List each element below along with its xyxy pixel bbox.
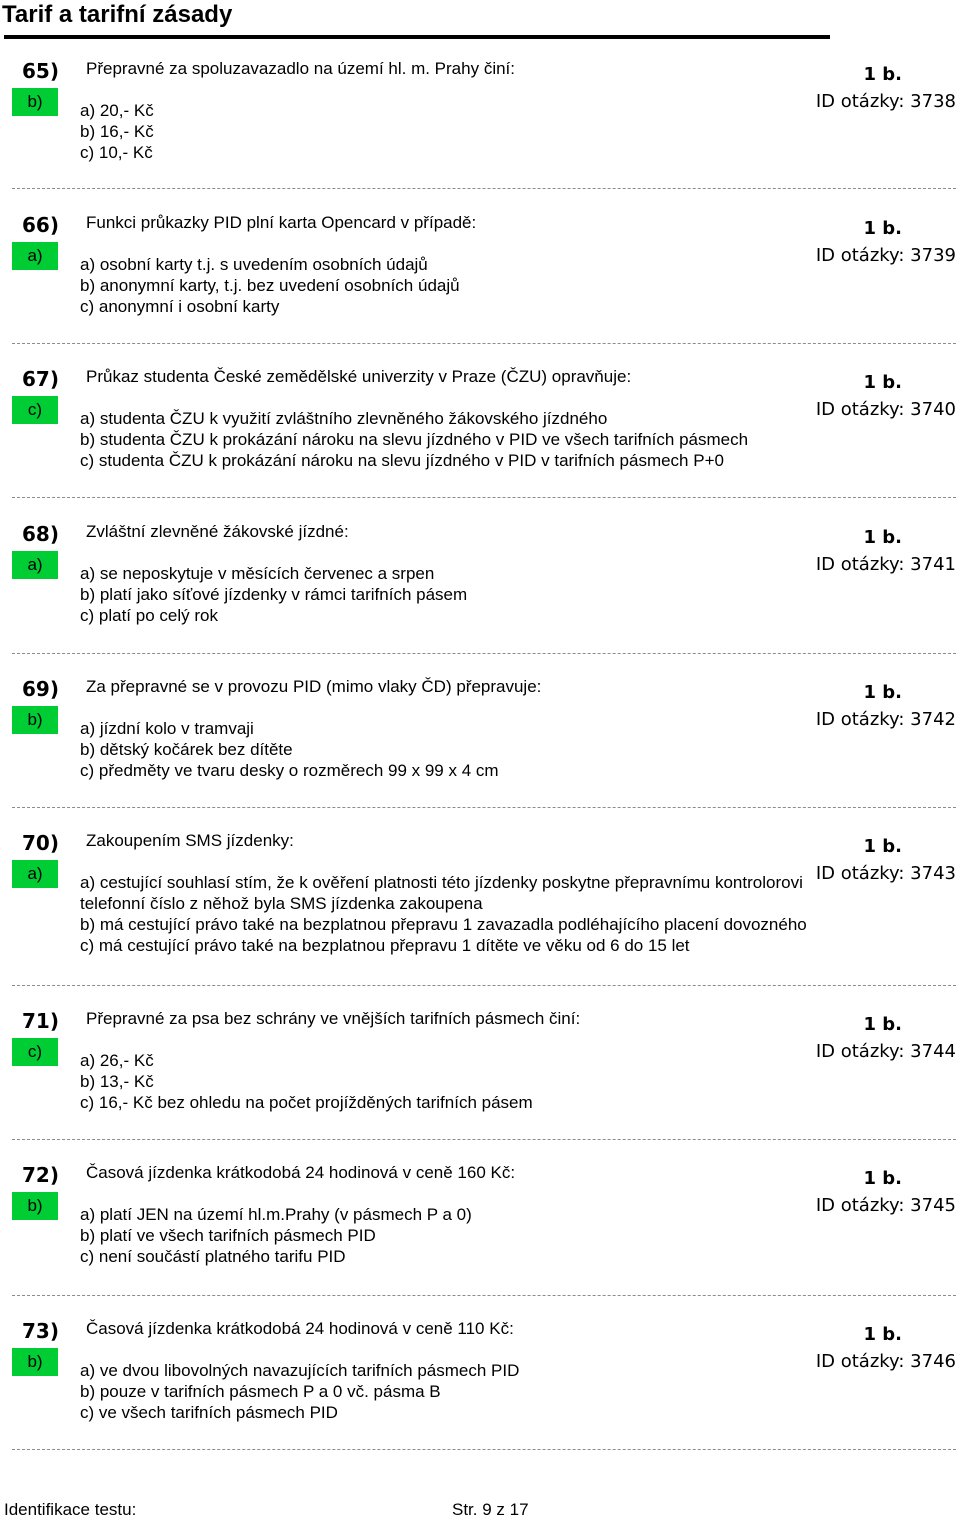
question-number: 70) bbox=[22, 831, 59, 855]
answer-option: a) ve dvou libovolných navazujících tarifních pásmech PID bbox=[80, 1361, 520, 1380]
answer-options bbox=[80, 563, 467, 626]
question-text: Přepravné za psa bez schrány ve vnějších tarifních pásmech činí: bbox=[86, 1009, 581, 1028]
question-divider bbox=[12, 1139, 956, 1140]
question-text: Za přepravné se v provozu PID (mimo vlaky ČD) přepravuje: bbox=[86, 677, 542, 696]
question-id: ID otázky: 3738 bbox=[815, 91, 956, 112]
answer-option: b) platí jako síťové jízdenky v rámci tarifních pásem bbox=[80, 585, 468, 604]
answer-option: b) pouze v tarifních pásmech P a 0 vč. pásma B bbox=[80, 1382, 441, 1401]
answer-option: a) jízdní kolo v tramvaji bbox=[80, 719, 254, 738]
correct-answer-badge: b) bbox=[12, 1348, 58, 1376]
answer-options bbox=[80, 1204, 472, 1267]
correct-answer-badge: c) bbox=[12, 396, 58, 424]
question-id: ID otázky: 3743 bbox=[815, 863, 956, 884]
answer-option: b) dětský kočárek bez dítěte bbox=[80, 740, 293, 759]
question-text: Časová jízdenka krátkodobá 24 hodinová v ceně 110 Kč: bbox=[86, 1319, 514, 1338]
answer-option: c) studenta ČZU k prokázání nároku na slevu jízdného v PID v tarifních pásmech P+0 bbox=[80, 451, 724, 470]
question-id: ID otázky: 3740 bbox=[815, 399, 956, 420]
question-number: 71) bbox=[22, 1009, 59, 1033]
answer-options bbox=[80, 872, 807, 956]
question-points: 1 b. bbox=[863, 218, 902, 239]
correct-answer-badge: b) bbox=[12, 706, 58, 734]
answer-options bbox=[80, 1360, 519, 1423]
question-divider bbox=[12, 1449, 956, 1450]
correct-answer-badge: a) bbox=[12, 551, 58, 579]
title-rule bbox=[4, 35, 830, 39]
question-points: 1 b. bbox=[863, 372, 902, 393]
answer-option: a) 26,- Kč bbox=[80, 1051, 154, 1070]
answer-option: c) není součástí platného tarifu PID bbox=[80, 1247, 346, 1266]
question-text: Průkaz studenta České zemědělské univerzity v Praze (ČZU) opravňuje: bbox=[86, 367, 632, 386]
answer-option: b) 16,- Kč bbox=[80, 122, 154, 141]
question-divider bbox=[12, 985, 956, 986]
answer-option: a) studenta ČZU k využití zvláštního zlevněného žákovského jízdného bbox=[80, 409, 608, 428]
answer-option: c) anonymní i osobní karty bbox=[80, 297, 280, 316]
answer-option: b) 13,- Kč bbox=[80, 1072, 154, 1091]
answer-option: c) 16,- Kč bez ohledu na počet projížděných tarifních pásem bbox=[80, 1093, 533, 1112]
answer-options bbox=[80, 408, 748, 471]
answer-option: a) osobní karty t.j. s uvedením osobních údajů bbox=[80, 255, 428, 274]
question-number: 73) bbox=[22, 1319, 59, 1343]
page-title: Tarif a tarifní zásady bbox=[2, 1, 233, 28]
question-text: Zvláštní zlevněné žákovské jízdné: bbox=[86, 522, 349, 541]
answer-option: a) se neposkytuje v měsících červenec a srpen bbox=[80, 564, 435, 583]
answer-option: c) předměty ve tvaru desky o rozměrech 99 x 99 x 4 cm bbox=[80, 761, 499, 780]
answer-options bbox=[80, 254, 460, 317]
question-id: ID otázky: 3742 bbox=[815, 709, 956, 730]
answer-option: c) má cestující právo také na bezplatnou přepravu 1 dítěte ve věku od 6 do 15 let bbox=[80, 936, 690, 955]
answer-option: b) anonymní karty, t.j. bez uvedení osobních údajů bbox=[80, 276, 460, 295]
question-divider bbox=[12, 343, 956, 344]
question-id: ID otázky: 3746 bbox=[815, 1351, 956, 1372]
question-points: 1 b. bbox=[863, 64, 902, 85]
question-id: ID otázky: 3744 bbox=[815, 1041, 956, 1062]
answer-option: b) má cestující právo také na bezplatnou přepravu 1 zavazadla podléhajícího placení dovozného bbox=[80, 915, 807, 934]
question-number: 69) bbox=[22, 677, 59, 701]
correct-answer-badge: a) bbox=[12, 860, 58, 888]
question-divider bbox=[12, 807, 956, 808]
answer-options bbox=[80, 1050, 533, 1113]
answer-option: telefonní číslo z něhož byla SMS jízdenka zakoupena bbox=[80, 894, 483, 913]
correct-answer-badge: c) bbox=[12, 1038, 58, 1066]
question-points: 1 b. bbox=[863, 1168, 902, 1189]
correct-answer-badge: b) bbox=[12, 88, 58, 116]
question-text: Časová jízdenka krátkodobá 24 hodinová v ceně 160 Kč: bbox=[86, 1163, 516, 1182]
answer-option: b) platí ve všech tarifních pásmech PID bbox=[80, 1226, 376, 1245]
question-number: 72) bbox=[22, 1163, 59, 1187]
answer-option: c) platí po celý rok bbox=[80, 606, 218, 625]
answer-option: a) cestující souhlasí stím, že k ověření platnosti této jízdenky poskytne přepravnímu kontrolorovi bbox=[80, 873, 803, 892]
question-text: Zakoupením SMS jízdenky: bbox=[86, 831, 294, 850]
answer-option: c) ve všech tarifních pásmech PID bbox=[80, 1403, 338, 1422]
question-number: 68) bbox=[22, 522, 59, 546]
question-divider bbox=[12, 1295, 956, 1296]
question-text: Funkci průkazky PID plní karta Opencard v případě: bbox=[86, 213, 477, 232]
answer-options bbox=[80, 100, 154, 163]
answer-options bbox=[80, 718, 499, 781]
question-text: Přepravné za spoluzavazadlo na území hl. m. Prahy činí: bbox=[86, 59, 515, 78]
answer-option: c) 10,- Kč bbox=[80, 143, 153, 162]
question-divider bbox=[12, 653, 956, 654]
footer-test-label: Identifikace testu: bbox=[4, 1500, 137, 1519]
question-number: 66) bbox=[22, 213, 59, 237]
question-id: ID otázky: 3741 bbox=[815, 554, 956, 575]
answer-option: a) platí JEN na území hl.m.Prahy (v pásmech P a 0) bbox=[80, 1205, 472, 1224]
question-id: ID otázky: 3739 bbox=[815, 245, 956, 266]
question-id: ID otázky: 3745 bbox=[815, 1195, 956, 1216]
question-number: 67) bbox=[22, 367, 59, 391]
question-points: 1 b. bbox=[863, 527, 902, 548]
question-divider bbox=[12, 497, 956, 498]
footer-page-number: Str. 9 z 17 bbox=[452, 1500, 529, 1519]
question-points: 1 b. bbox=[863, 1014, 902, 1035]
answer-option: a) 20,- Kč bbox=[80, 101, 154, 120]
question-points: 1 b. bbox=[863, 836, 902, 857]
answer-option: b) studenta ČZU k prokázání nároku na slevu jízdného v PID ve všech tarifních pásmech bbox=[80, 430, 749, 449]
question-points: 1 b. bbox=[863, 682, 902, 703]
correct-answer-badge: b) bbox=[12, 1192, 58, 1220]
question-points: 1 b. bbox=[863, 1324, 902, 1345]
question-divider bbox=[12, 188, 956, 189]
question-number: 65) bbox=[22, 59, 59, 83]
correct-answer-badge: a) bbox=[12, 242, 58, 270]
